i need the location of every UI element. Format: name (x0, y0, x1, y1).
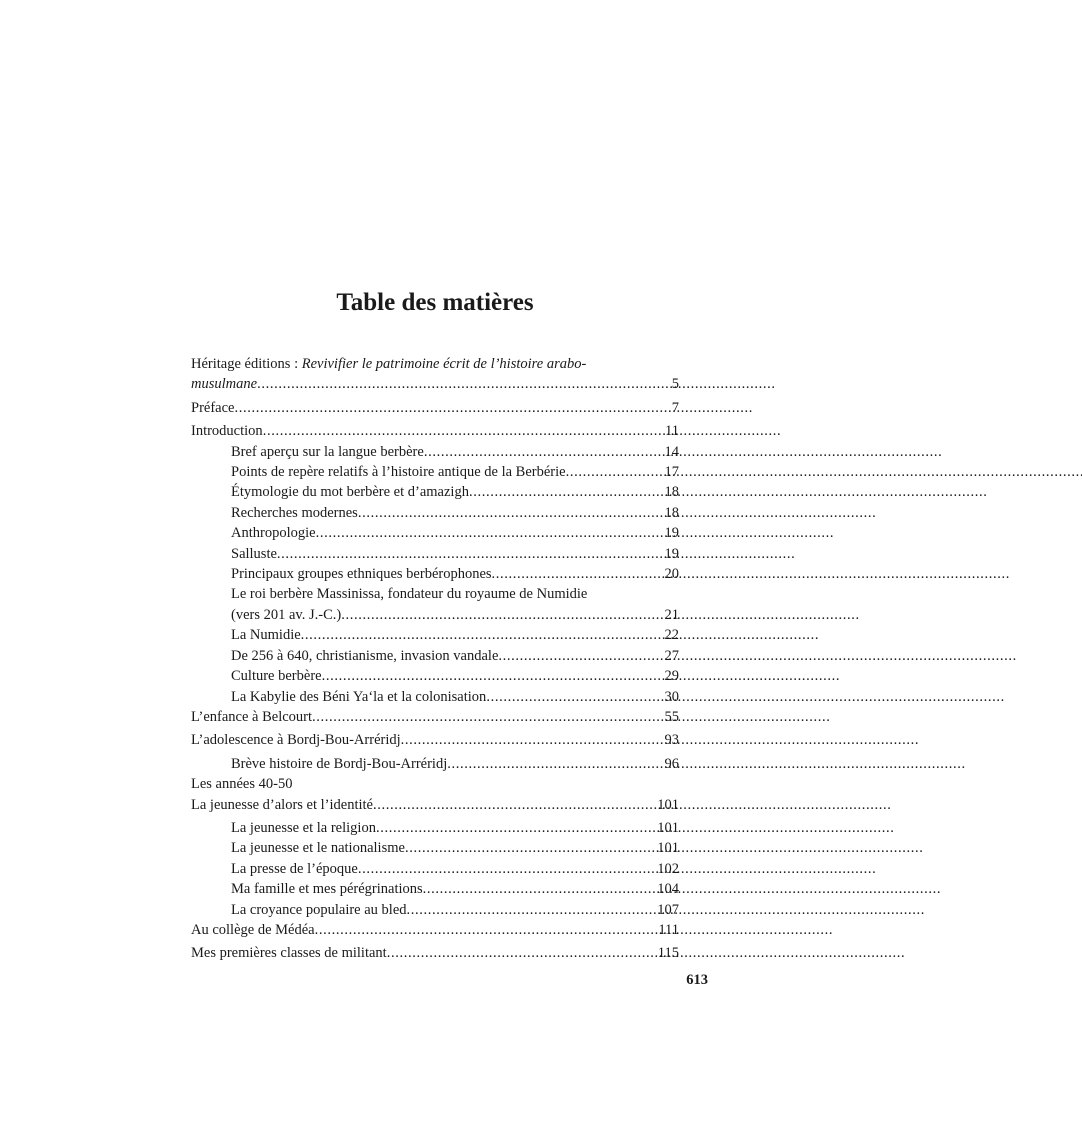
toc-subentry[interactable] (191, 462, 679, 482)
toc-entry[interactable] (191, 421, 679, 441)
toc-entry-page: 7 (671, 399, 679, 416)
toc-entry-page: 104 (657, 881, 679, 898)
toc-entry-title: Salluste (231, 545, 277, 562)
toc-entry-page: 93 (664, 732, 679, 749)
dot-leader (257, 374, 672, 394)
toc-entry-title: Préface (191, 399, 235, 416)
dot-leader (566, 462, 665, 482)
toc-subentry[interactable] (191, 818, 679, 838)
toc-entry-page: 111 (658, 921, 679, 938)
dot-leader (492, 564, 665, 584)
toc-entry-title: Points de repère relatifs à l’histoire antique de la Berbérie (231, 464, 566, 481)
toc-subentry[interactable] (191, 482, 679, 502)
page-title: Table des matières (336, 289, 534, 316)
dot-leader (301, 625, 665, 645)
toc-entry-title: La presse de l’époque (231, 860, 358, 877)
toc-entry-title: Anthropologie (231, 525, 316, 542)
toc-entry-title: Le roi berbère Massinissa, fondateur du royaume de Numidie (231, 586, 588, 603)
toc-entry-page: 101 (657, 840, 679, 857)
toc-entry-page: 18 (664, 484, 679, 501)
dot-leader (316, 523, 665, 543)
dot-leader (263, 421, 665, 441)
dot-leader (469, 482, 665, 502)
toc-entry[interactable] (191, 354, 679, 395)
toc-entry-title: Introduction (191, 423, 263, 440)
dot-leader (498, 646, 664, 666)
toc-entry-title: Bref aperçu sur la langue berbère (231, 443, 424, 460)
toc-entry-page: 27 (664, 647, 679, 664)
toc-entry-title: Héritage éditions : (191, 356, 302, 372)
dot-leader (312, 707, 664, 727)
dot-leader (234, 398, 671, 418)
toc-entry-continuation (191, 605, 679, 625)
dot-leader (486, 687, 664, 707)
toc-entry-title: La Numidie (231, 627, 301, 644)
toc-subentry[interactable] (191, 900, 679, 920)
toc-entry-page: 21 (664, 606, 679, 623)
page-number: 613 (686, 972, 708, 988)
toc-entry-title: La croyance populaire au bled (231, 901, 407, 918)
toc-entry-title: Principaux groupes ethniques berbérophones (231, 566, 492, 583)
toc-entry-page: 29 (664, 668, 679, 685)
toc-entry[interactable] (191, 774, 679, 794)
toc-subentry[interactable] (191, 523, 679, 543)
toc-subentry[interactable] (191, 859, 679, 879)
toc-entry-page: 19 (664, 525, 679, 542)
toc-entry-title: Culture berbère (231, 668, 322, 685)
toc-entry-page: 14 (664, 443, 679, 460)
dot-leader (405, 838, 657, 858)
toc-entry-page: 18 (664, 504, 679, 521)
toc-entry-page: 22 (664, 627, 679, 644)
toc-entry[interactable] (191, 795, 679, 815)
toc-entry-title-cont: musulmane (191, 376, 258, 393)
toc-entry-first-line (191, 354, 679, 374)
toc-entry-page: 17 (664, 464, 679, 481)
toc-entry-page: 30 (664, 688, 679, 705)
toc-entry-title: La jeunesse et la religion (231, 819, 376, 836)
dot-leader (376, 818, 657, 838)
toc-entry-page: 101 (657, 819, 679, 836)
toc-entry-page: 11 (665, 423, 679, 440)
toc-entry[interactable] (191, 707, 679, 727)
toc-entry-title: La jeunesse et le nationalisme (231, 840, 405, 857)
dot-leader (424, 442, 665, 462)
dot-leader (277, 544, 665, 564)
toc-subentry[interactable] (191, 838, 679, 858)
dot-leader (447, 754, 664, 774)
dot-leader (373, 795, 657, 815)
toc-entry-title: La jeunesse d’alors et l’identité (191, 796, 373, 813)
toc-entry-title: De 256 à 640, christianisme, invasion vandale (231, 647, 499, 664)
dot-leader (358, 503, 665, 523)
toc-entry-title: Recherches modernes (231, 504, 358, 521)
toc-entry-page: 101 (657, 796, 679, 813)
toc-subentry[interactable] (191, 544, 679, 564)
toc-subentry[interactable] (191, 754, 679, 774)
toc-entry-title: La Kabylie des Béni Ya‘la et la colonisation (231, 688, 487, 705)
toc-entry-page: 5 (671, 376, 679, 393)
toc-entry-title: Au collège de Médéa (191, 921, 315, 938)
toc-entry-title: L’enfance à Belcourt (191, 708, 313, 725)
toc-subentry[interactable] (191, 646, 679, 666)
toc-subentry[interactable] (191, 666, 679, 686)
toc-entry-title: Mes premières classes de militant (191, 945, 387, 962)
toc-subentry[interactable] (191, 687, 679, 707)
toc-entry-title: Étymologie du mot berbère et d’amazigh (231, 484, 469, 501)
toc-entry[interactable] (191, 730, 679, 750)
toc-entry-page: 20 (664, 566, 679, 583)
dot-leader (407, 900, 658, 920)
dot-leader (423, 879, 658, 899)
toc-entry-title: L’adolescence à Bordj-Bou-Arréridj (191, 732, 401, 749)
toc-subentry[interactable] (191, 564, 679, 584)
toc-subentry[interactable] (191, 625, 679, 645)
toc-entry-title: Ma famille et mes pérégrinations (231, 881, 423, 898)
toc-entry-page: 19 (664, 545, 679, 562)
toc-entry-page: 102 (657, 860, 679, 877)
toc-entry-title: Les années 40-50 (191, 776, 293, 793)
toc-entry[interactable] (191, 943, 679, 963)
toc-entry-title-cont: (vers 201 av. J.-C.) (231, 606, 342, 623)
toc-subentry[interactable] (191, 584, 679, 625)
dot-leader (322, 666, 665, 686)
toc-subentry[interactable] (191, 503, 679, 523)
toc-entry-title-italic: Revivifier le patrimoine écrit de l’histoire arabo- (301, 356, 587, 372)
dot-leader (387, 943, 658, 963)
toc-subentry[interactable] (191, 879, 679, 899)
table-of-contents (191, 354, 679, 964)
toc-entry-page: 115 (657, 945, 679, 962)
toc-subentry[interactable] (191, 442, 679, 462)
toc-entry[interactable] (191, 398, 679, 418)
dot-leader (358, 859, 657, 879)
toc-entry-page: 55 (664, 708, 679, 725)
dot-leader (341, 605, 664, 625)
dot-leader (315, 920, 659, 940)
toc-entry-continuation (191, 374, 679, 394)
toc-entry-title: Brève histoire de Bordj-Bou-Arréridj (231, 755, 448, 772)
toc-entry-page: 96 (664, 755, 679, 772)
toc-entry-page: 107 (657, 901, 679, 918)
dot-leader (401, 730, 665, 750)
toc-entry[interactable] (191, 920, 679, 940)
